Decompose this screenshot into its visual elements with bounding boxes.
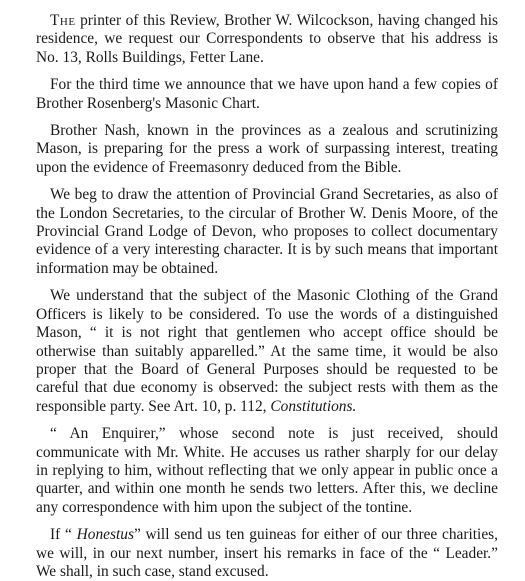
notice-text: We understand that the subject of the Masonic Clothing of the Grand Officers is likely to be considered. To use the words of a distinguished Mason, “ it is not right that gentlemen who accept office should be otherwise than suitably apparelled.” At the same time, it would be also proper that the Board of General Purposes should be requested to be careful that due economy is observed: the subject rests with them as the responsible party. See Art. 10, p. 112, [36, 287, 498, 415]
notice-provincial-secretaries [36, 186, 498, 278]
notice-brother-nash [36, 122, 498, 177]
notice-lead-word: The [50, 12, 76, 29]
notice-honestus [36, 526, 498, 581]
notice-text: We beg to draw the attention of Provincial Grand Secretaries, as also of the London Secretaries, to the circular of Brother W. Denis Moore, of the Provincial Grand Lodge of Devon, who proposes to collect documentary evidence of a very interesting character. It is by such means that important information may be obtained. [36, 186, 498, 277]
notice-text: For the third time we announce that we have upon hand a few copies of Brother Rosenberg's Masonic Chart. [36, 76, 498, 112]
notice-text: printer of this Review, Brother W. Wilcockson, having changed his residence, we request our Correspondents to observe that his address is No. 13, Rolls Buildings, Fetter Lane. [36, 12, 498, 66]
notice-text: Brother Nash, known in the provinces as a zealous and scrutinizing Mason, is preparing for the press a work of surpassing interest, treating upon the evidence of Freemasonry deduced from the Bible. [36, 122, 498, 176]
notices-column [36, 12, 498, 581]
notice-masonic-clothing [36, 287, 498, 416]
notice-masonic-chart [36, 76, 498, 113]
notice-text: ” will send us ten guineas for either of our three charities, we will, in our next number, insert his remarks in face of the “ Leader.” We shall, in such case, stand excused. [36, 526, 498, 580]
notice-italic-name: Honestus [76, 526, 134, 544]
notice-italic-reference: Constitutions. [270, 397, 357, 415]
notice-printer-address [36, 12, 498, 67]
notice-text: “ An Enquirer,” whose second note is just received, should communicate with Mr. White. He accuses us rather sharply for our delay in replying to him, without reflecting that we only appear in public once a quarter, and within one month he sends two letters. After this, we decline any correspondence with him upon the subject of the tontine. [36, 425, 498, 516]
notice-text-prefix: If “ [50, 526, 77, 544]
notice-an-enquirer [36, 425, 498, 517]
